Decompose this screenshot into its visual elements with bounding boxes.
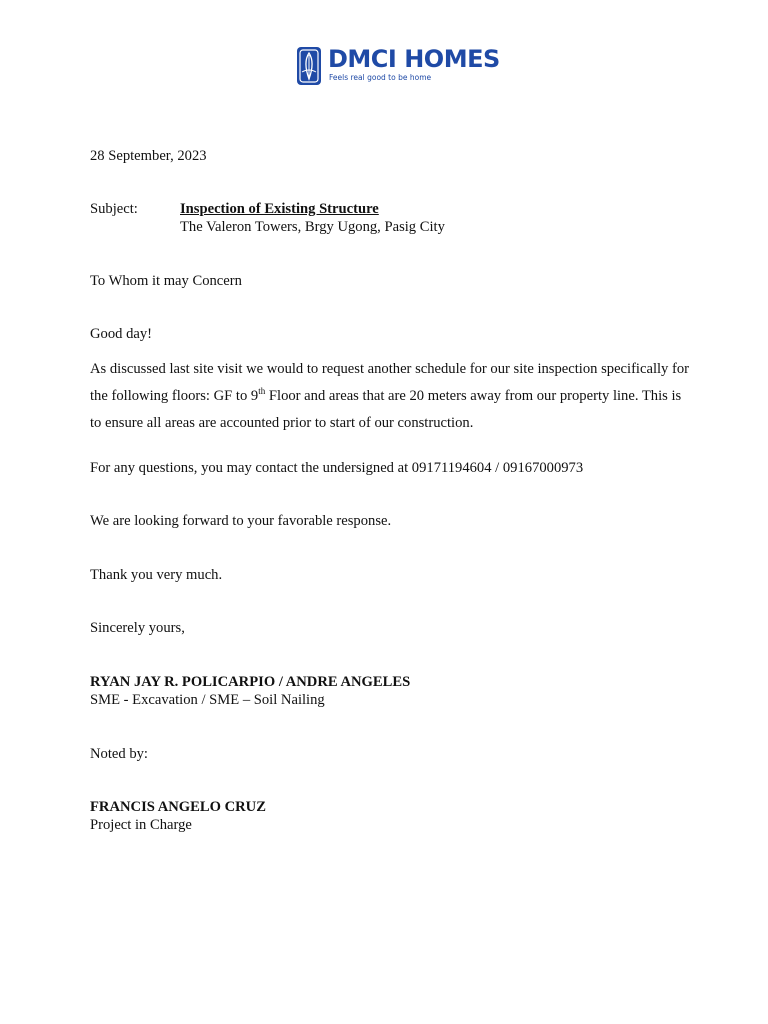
body-text-part1: As discussed last site visit we would to request another schedule for our site inspection specifically for the following floors: GF to 9 [90,361,690,404]
signatory-titles: SME - Excavation / SME – Soil Nailing [90,692,325,708]
letter-date: 28 September, 2023 [90,148,207,164]
greeting: Good day! [90,326,153,342]
body-superscript: th [258,386,266,397]
noter-title: Project in Charge [90,817,192,833]
body-text-part2: Floor and areas that are 20 meters away from our property line. This is to ensure all areas are accounted prior to start of our construction. [90,388,682,431]
signatory-names: RYAN JAY R. POLICARPIO / ANDRE ANGELES [90,674,411,690]
looking-forward-line: We are looking forward to your favorable response. [90,513,392,529]
company-logo [296,45,500,89]
noter-name: FRANCIS ANGELO CRUZ [90,799,266,815]
logo-text-block [328,45,500,82]
noted-by-label: Noted by: [90,746,148,762]
brand-tagline: Feels real good to be home [329,73,432,82]
subject-location: The Valeron Towers, Brgy Ugong, Pasig City [180,219,445,235]
dmci-homes-logo-mark-icon [296,46,322,86]
closing-line: Sincerely yours, [90,620,185,636]
contact-line: For any questions, you may contact the undersigned at 09171194604 / 09167000973 [90,460,584,476]
subject-label: Subject: [90,201,138,217]
body-paragraph [90,356,690,437]
subject-title: Inspection of Existing Structure [180,201,379,217]
brand-name: DMCI HOMES [328,45,500,73]
addressee: To Whom it may Concern [90,273,242,289]
thanks-line: Thank you very much. [90,567,223,583]
